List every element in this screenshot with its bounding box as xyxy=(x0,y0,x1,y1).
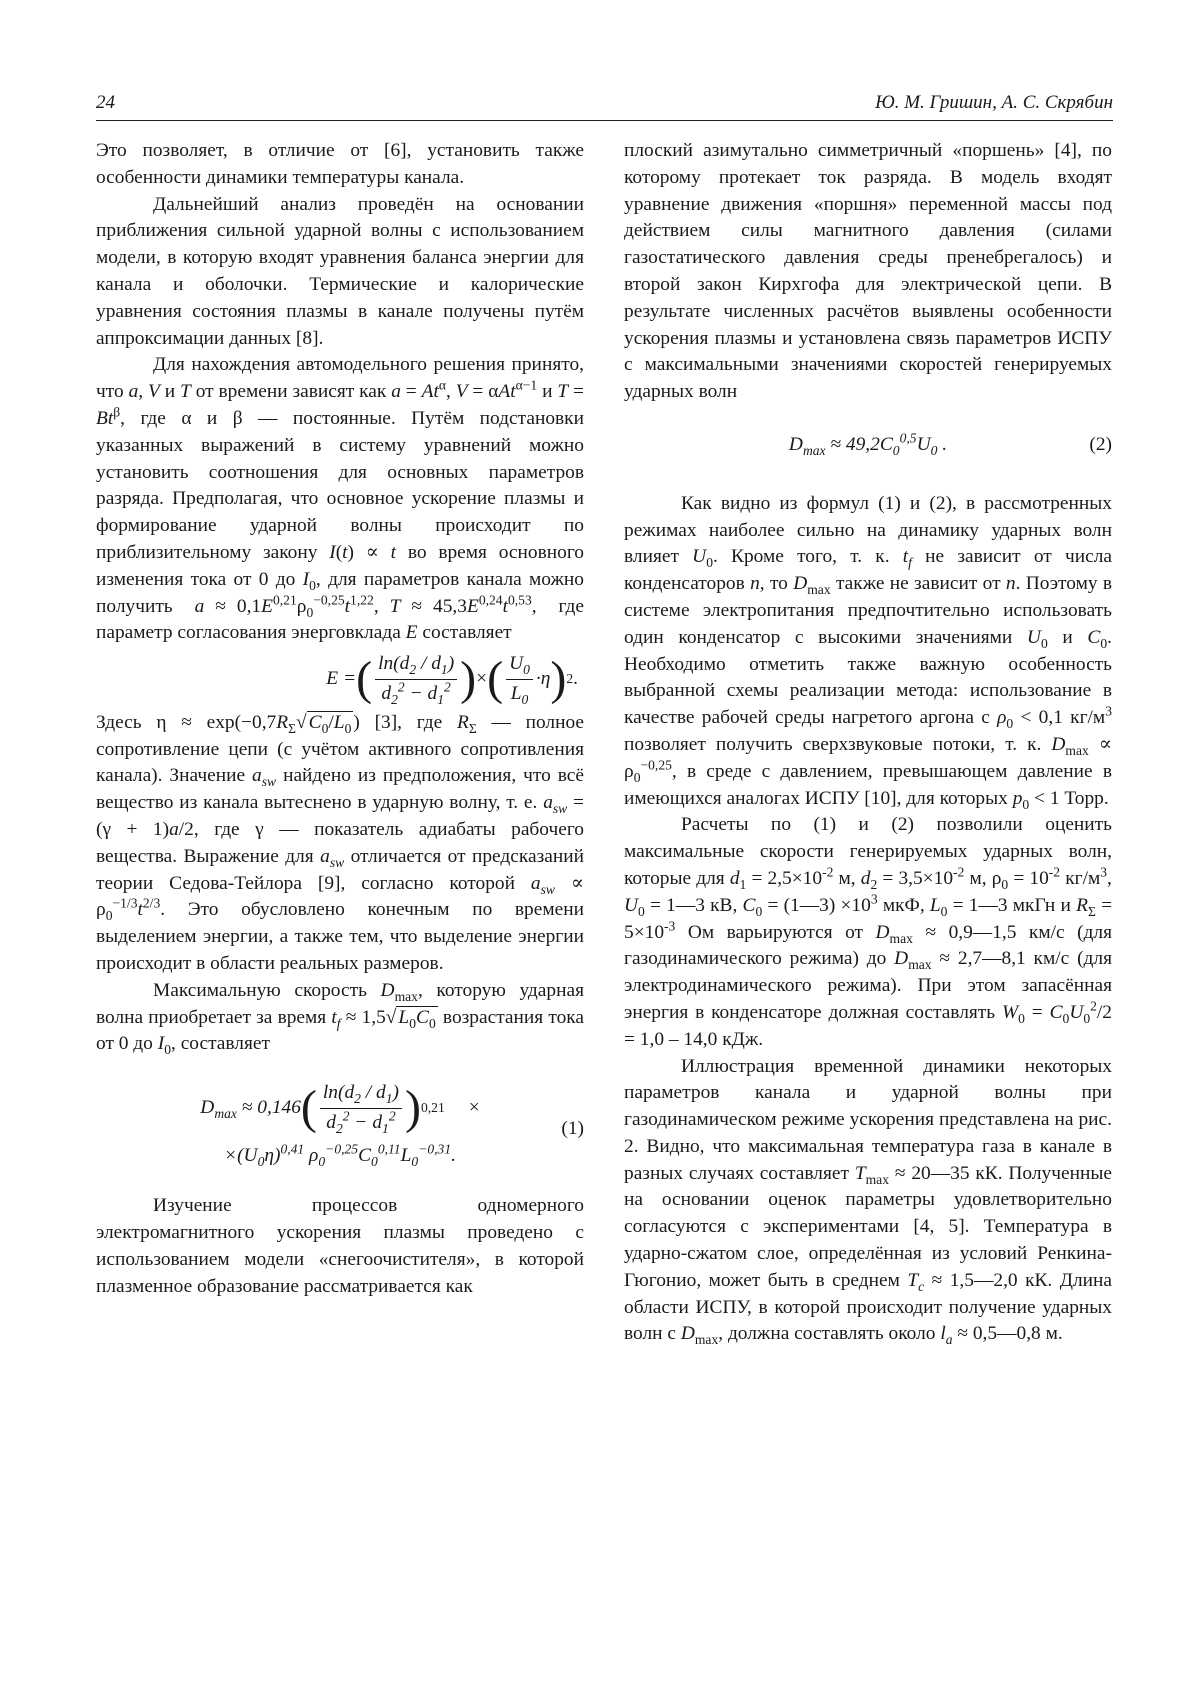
left-paragraph-1: Это позволяет, в отличие от [6], установить также особенности динамики температуры канала. xyxy=(96,140,584,188)
left-column xyxy=(96,138,584,1301)
equation-1-number: (1) xyxy=(561,1118,584,1140)
equation-2: $D_{max} \approx 49,2C_0^{0,5}U_0$ . (2) xyxy=(788,430,1112,458)
page-number: 24 xyxy=(96,92,115,113)
left-paragraph-6: Изучение процессов одномерного электромагнитного ускорения плазмы проведено с использованием модели «снегоочистителя», в которой плазменное образование рассматривается как xyxy=(96,1195,584,1297)
left-paragraph-4: Здесь $\eta \approx \exp(-0,7R_\Sigma√$ $C_0/L_0$ ) [3], где $R_\Sigma$ — полное сопротивление цепи (с учётом активного сопротивления канала). Значение $a_{sw}$ найдено из предположения, что всё вещество из канала вытеснено в ударную волну, т. е. $a_{sw} = (\gamma + 1)a/2$, где γ — показатель адиабаты рабочего вещества. Выражение для $a_{sw}$ отличается от предсказаний теории Седова-Тейлора [9], согласно которой $a_{sw} \propto \rho_0^{-1/3}t^{2/3}$. Это обусловлено конечным по времени выделением энергии, а также тем, что выделение энергии происходит в области реальных размеров. xyxy=(96,711,585,974)
equation-2-number: (2) xyxy=(1089,433,1112,455)
left-paragraph-5: Максимальную скорость $D_{max}$, которую ударная волна приобретает за время $t_f \approx 1,5√$ $L_0C_0$ возрастания тока от 0 до $I_0$, составляет xyxy=(96,979,585,1058)
right-column xyxy=(624,138,1112,1348)
right-paragraph-3: Расчеты по (1) и (2) позволили оценить максимальные скорости генерируемых ударных волн, которые для $d_1 = 2,5\times 10^{-2}$ м, $d_2 = 3,5\times 10^{-2}$ м, $\rho_0 = 10^{-2}$ $кг/м^3$, $U_0$ = 1—3 кВ, $C_0$ = (1—3) $\times 10^3$ мкФ, $L_0$ = 1—3 мкГн и $R_\Sigma = 5\times 10^{-3}$ Ом варьируются от $D_{max}$ ≈ 0,9—1,5 км/с (для газодинамического режима) до $D_{max}$ ≈ 2,7—8,1 км/с (для электродинамического режима). При этом запасённая энергия в конденсаторе должная составлять $W_0 = C_0U_0^2/2 = 1,0 - 14,0$ кДж. xyxy=(624,814,1113,1050)
equation-1: $D_{max} \approx 0,146$ ( $\frac{\ln(d_2 / d_1)}{d_2^2 - d_1^2}$ ) 0,21 × $\times(U_0\eta)^{0,41}$ $\rho_0^{-0,25}C_0^{0,11}L_0^{-0,31}$. (1) xyxy=(200,1081,584,1169)
right-paragraph-2: Как видно из формул (1) и (2), в рассмотренных режимах наиболее сильно на динамику ударных волн влияет $U_0$. Кроме того, т. к. $t_f$ не зависит от числа конденсаторов n, то $D_{max}$ также не зависит от n. Поэтому в системе электропитания предпочтительно использовать один конденсатор с высокими значениями $U_0$ и $C_0$. Необходимо отметить также важную особенность выбранной схемы реализации метода: использование в качестве рабочей среды нагретого аргона с $\rho_0 < 0,1$ $кг/м^3$ позволяет получить сверхзвуковые потоки, т. к. $D_{max} \propto \rho_0^{-0,25}$, в среде с давлением, превышающем давление в имеющихся аналогах ИСПУ [10], для которых $p_0 < 1$ Торр. xyxy=(624,492,1113,812)
left-paragraph-2: Дальнейший анализ проведён на основании приближения сильной ударной волны с использованием модели, в которую входят уравнения баланса энергии для канала и оболочки. Термические и калорические уравнения состояния плазмы в канале получены путём аппроксимации данных [8]. xyxy=(96,193,584,349)
running-head-authors: Ю. М. Гришин, А. С. Скрябин xyxy=(875,92,1113,113)
right-paragraph-1: плоский азимутально симметричный «поршень» [4], по которому протекает ток разряда. В модель входят уравнение движения «поршня» переменной массы под действием силы магнитного давления (силами газостатического давления среды пренебрегалось) и второй закон Кирхгофа для электрической цепи. В результате численных расчётов выявлены особенности ускорения плазмы и установлена связь параметров ИСПУ с максимальными значениями скоростей генерируемых ударных волн xyxy=(624,140,1112,403)
page-header xyxy=(96,86,1113,121)
right-paragraph-4: Иллюстрация временной динамики некоторых параметров канала и ударной волны при газодинамическом режиме ускорения представлена на рис. 2. Видно, что максимальная температура газа в канале в разных случаях составляет $T_{max}$ ≈ 20—35 кК. Полученные на основании оценок параметры удовлетворительно согласуются с экспериментами [4, 5]. Температура в ударно-сжатом слое, определённая из условий Ренкина-Гюгонио, может быть в среднем $T_c$ ≈ 1,5—2,0 кК. Длина области ИСПУ, в которой происходит получение ударных волн с $D_{max}$, должна составлять около $l_a$ ≈ 0,5—0,8 м. xyxy=(624,1055,1112,1348)
formula-E: E = ( $\frac{\ln(d_2 / d_1)}{d_2^2 - d_1^2}$ ) × ( $\frac{U_0}{L_0}$ ·η ) 2 . xyxy=(326,652,578,707)
left-paragraph-3: Для нахождения автомодельного решения принято, что a, V и T от времени зависят как $a = At^\alpha$, V = αAt$^{\alpha-1}$ и $T = Bt^\beta$, где α и β — постоянные. Путём подстановки указанных выражений в систему уравнений можно установить соотношения для основных параметров разряда. Предполагая, что основное ускорение плазмы и формирование ударной волны происходит по приблизительному закону I(t) ∝ t во время основного изменения тока от 0 до $I_0$, для параметров канала можно получить $a \approx 0,1E^{0,21}\rho_0^{-0,25}t^{1,22}$, $T \approx 45,3E^{0,24}t^{0,53}$, где параметр согласования энерговклада E составляет xyxy=(96,354,585,644)
